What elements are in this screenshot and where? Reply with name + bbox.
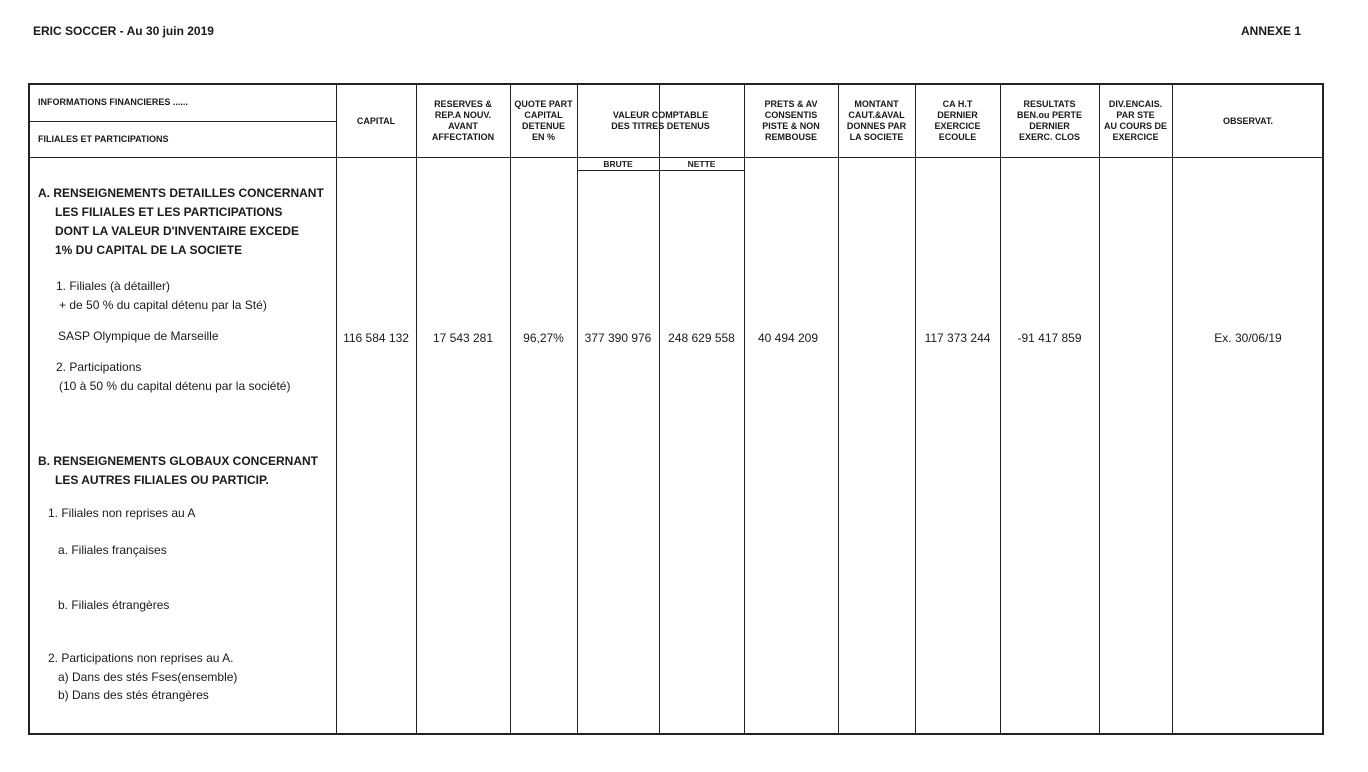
cell-brute: 377 390 976: [584, 331, 652, 345]
col-header-dividendes: DIV.ENCAIS. PAR STE AU COURS DE EXERCICE: [1103, 99, 1167, 142]
section-b-filiales-non: 1. Filiales non reprises au A: [48, 506, 196, 520]
col-header-capital: CAPITAL: [356, 115, 396, 126]
header-left-divider: [30, 121, 336, 122]
cell-ca: 117 373 244: [924, 331, 991, 345]
header-filiales-label: FILIALES ET PARTICIPATIONS: [38, 134, 169, 144]
cell-resultats: -91 417 859: [1017, 331, 1082, 345]
column-divider: [1099, 85, 1100, 733]
cell-prets: 40 494 209: [757, 331, 819, 345]
subheader-nette: NETTE: [687, 159, 716, 169]
column-divider: [838, 85, 839, 733]
col-header-resultats: RESULTATS BEN.ou PERTE DERNIER EXERC. CLOS: [1016, 99, 1082, 142]
cell-reserves: 17 543 281: [432, 331, 494, 345]
section-a-participations: 2. Participations (10 à 50 % du capital détenu par la société): [56, 360, 291, 393]
section-a-title: A. RENSEIGNEMENTS DETAILLES CONCERNANT LES FILIALES ET LES PARTICIPATIONS DONT LA VALEUR D'INVENTAIRE EXCEDE 1% DU CAPITAL DE LA SOCIETE: [38, 186, 324, 257]
column-divider: [659, 85, 660, 733]
financial-table: [28, 83, 1324, 735]
column-divider: [510, 85, 511, 733]
col-header-quote-part: QUOTE PART CAPITAL DETENUE EN %: [514, 99, 573, 142]
annex-label: ANNEXE 1: [1241, 24, 1302, 38]
col-header-observations: OBSERVAT.: [1222, 115, 1273, 126]
section-b-title: B. RENSEIGNEMENTS GLOBAUX CONCERNANT LES AUTRES FILIALES OU PARTICIP.: [38, 454, 319, 487]
cell-observations: Ex. 30/06/19: [1214, 331, 1282, 345]
col-header-ca: CA H.T DERNIER EXERCICE ECOULE: [934, 99, 981, 142]
header-bottom-rule: [30, 157, 1322, 158]
section-b-participations-lines: a) Dans des stés Fses(ensemble) b) Dans des stés étrangères: [58, 670, 238, 702]
col-header-prets: PRETS & AV CONSENTIS PISTE & NON REMBOUSE: [762, 99, 820, 142]
subheader-rule: [577, 170, 744, 171]
col-header-valeur-comptable: VALEUR COMPTABLE DES TITRES DETENUS: [611, 110, 710, 131]
column-divider: [577, 85, 578, 733]
col-header-montant: MONTANT CAUT.&AVAL DONNES PAR LA SOCIETE: [846, 99, 907, 142]
company-name: SASP Olympique de Marseille: [58, 329, 219, 343]
header-info-label: INFORMATIONS FINANCIERES ......: [38, 97, 188, 107]
section-b-filiales-etrangeres: b. Filiales étrangères: [58, 598, 170, 612]
column-divider: [744, 85, 745, 733]
cell-capital: 116 584 132: [343, 331, 409, 345]
column-divider: [1000, 85, 1001, 733]
section-b-participations-non: 2. Participations non reprises au A.: [48, 651, 234, 665]
column-divider: [1172, 85, 1173, 733]
column-divider: [336, 85, 337, 733]
cell-nette: 248 629 558: [668, 331, 735, 345]
page-title: ERIC SOCCER - Au 30 juin 2019: [33, 24, 214, 38]
col-header-reserves: RESERVES & REP.A NOUV. AVANT AFFECTATION: [431, 99, 495, 142]
section-a-filiales: 1. Filiales (à détailler) + de 50 % du capital détenu par la Sté): [56, 279, 267, 312]
column-divider: [915, 85, 916, 733]
subheader-brute: BRUTE: [603, 159, 633, 169]
section-b-filiales-francaises: a. Filiales françaises: [58, 543, 167, 557]
column-divider: [416, 85, 417, 733]
cell-quote-part: 96,27%: [523, 331, 564, 345]
